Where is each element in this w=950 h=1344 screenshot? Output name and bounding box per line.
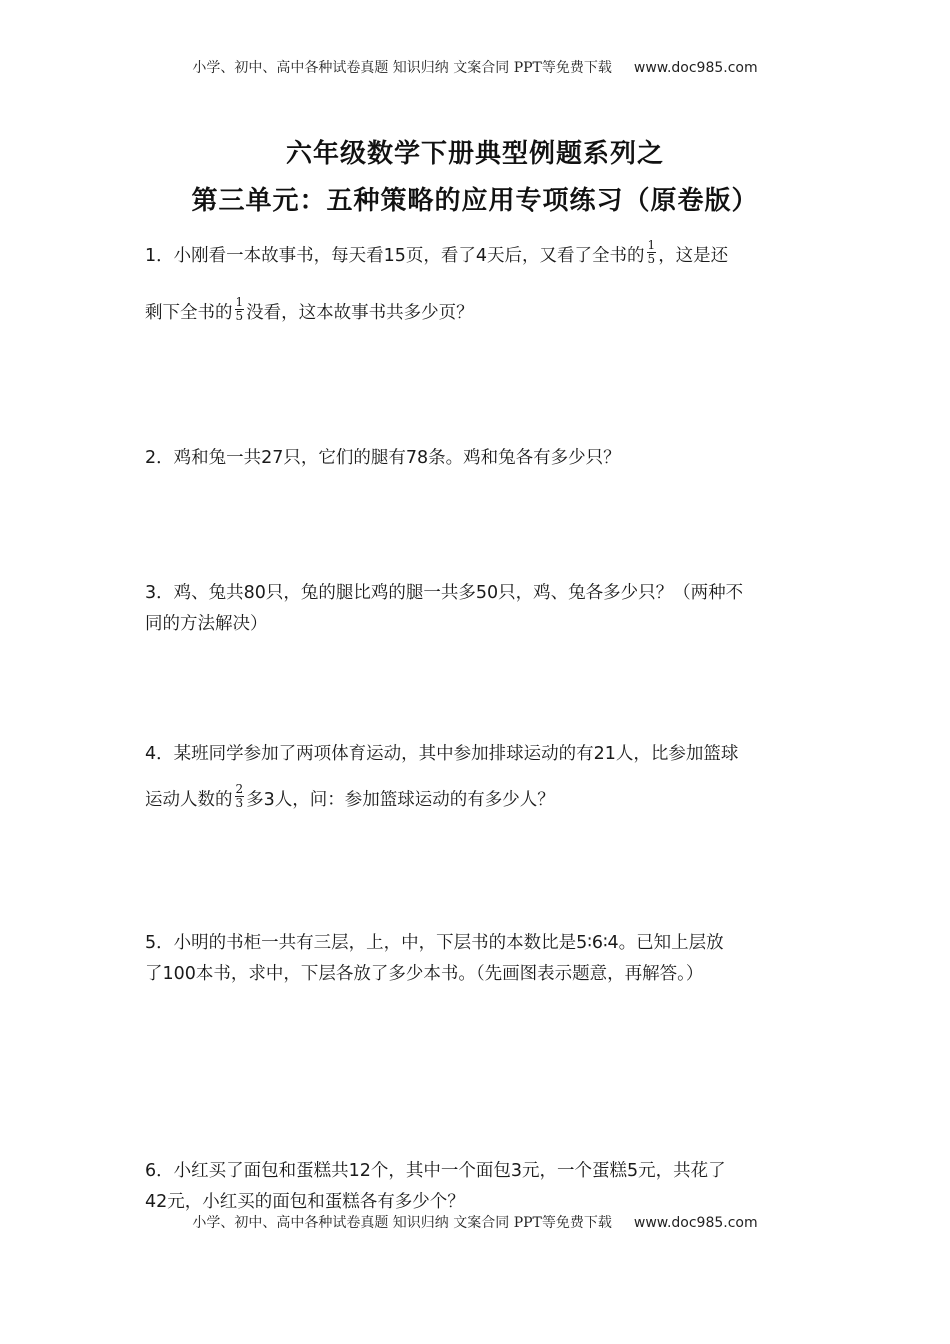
question-6-line-2: 42元，小红买的面包和蛋糕各有多少个？	[145, 1192, 465, 1212]
fraction-one-fifth: $\frac{1}{5}$	[235, 294, 244, 323]
question-2-line-1: 2．鸡和兔一共27只，它们的腿有78条。鸡和兔各有多少只？	[145, 448, 621, 468]
footer-text: 小学、初中、高中各种试卷真题 知识归纳 文案合同 PPT等免费下载	[192, 1215, 612, 1231]
fraction-two-thirds: $\frac{2}{3}$	[235, 781, 244, 810]
question-1	[145, 232, 810, 332]
question-3-line-2: 同的方法解决）	[145, 614, 268, 634]
question-4	[145, 740, 810, 820]
question-1-line-2: 剩下全书的 $\frac{1}{5}$ 没看，这本故事书共多少页？	[145, 294, 474, 323]
document-title: 六年级数学下册典型例题系列之	[285, 139, 664, 169]
fraction-one-fifth: $\frac{1}{5}$	[647, 237, 656, 266]
footer-url-link[interactable]: www.doc985.com	[633, 1215, 758, 1231]
question-1-line-1: 1．小刚看一本故事书，每天看15页，看了4天后，又看了全书的 $\frac{1}{5}$ ，这是还	[145, 237, 729, 266]
page-header	[0, 57, 950, 77]
question-5-line-2: 了100本书，求中，下层各放了多少本书。（先画图表示题意，再解答。）	[145, 964, 704, 984]
question-3-line-1: 3．鸡、兔共80只，兔的腿比鸡的腿一共多50只，鸡、兔各多少只？（两种不	[145, 583, 744, 603]
page-footer	[0, 1212, 950, 1232]
question-6	[145, 1157, 810, 1217]
question-6-line-1: 6．小红买了面包和蛋糕共12个，其中一个面包3元，一个蛋糕5元，共花了	[145, 1161, 726, 1181]
question-4-line-2: 运动人数的 $\frac{2}{3}$ 多3人，问：参加篮球运动的有多少人？	[145, 781, 555, 810]
document-subtitle: 第三单元：五种策略的应用专项练习（原卷版）	[191, 186, 759, 216]
question-5	[145, 929, 810, 989]
question-2	[145, 444, 810, 474]
question-4-line-1: 4．某班同学参加了两项体育运动，其中参加排球运动的有21人，比参加篮球	[145, 744, 739, 764]
header-url-link[interactable]: www.doc985.com	[633, 60, 758, 76]
question-3	[145, 579, 810, 639]
header-text: 小学、初中、高中各种试卷真题 知识归纳 文案合同 PPT等免费下载	[192, 60, 612, 76]
question-5-line-1: 5．小明的书柜一共有三层，上，中，下层书的本数比是5∶6∶4。已知上层放	[145, 933, 724, 953]
